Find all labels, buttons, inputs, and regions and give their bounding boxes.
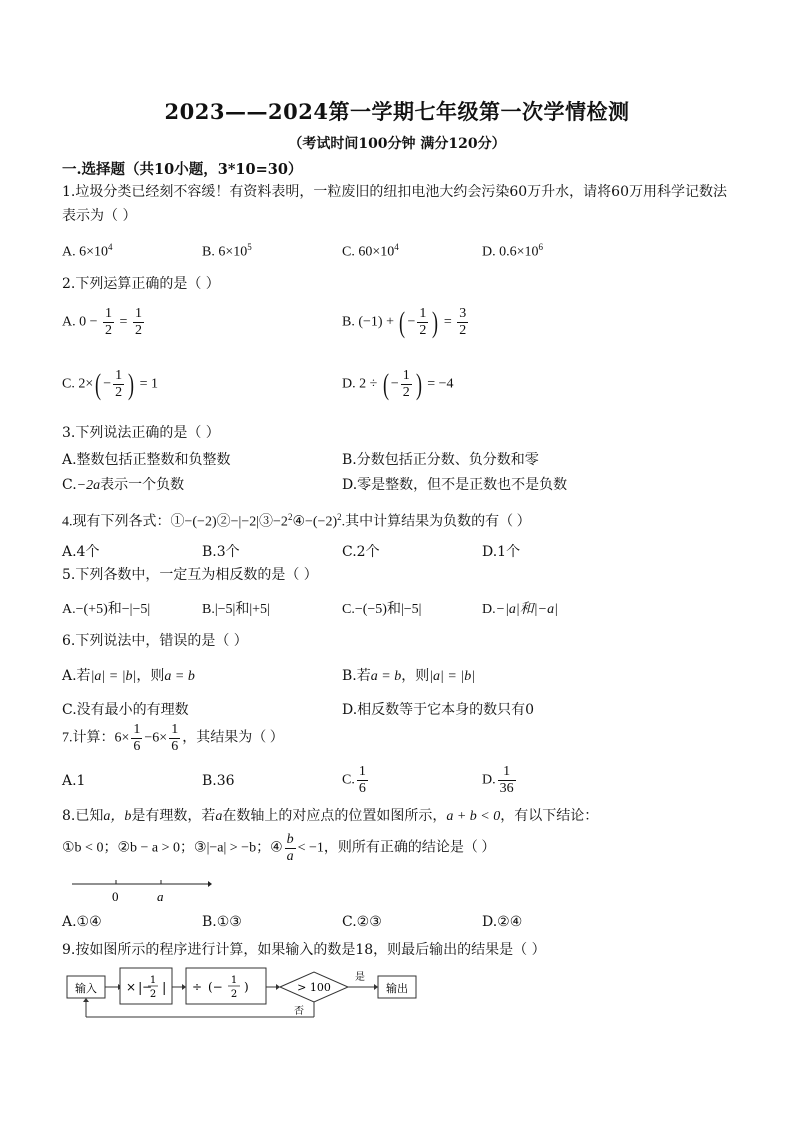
- q1-option-d[interactable]: [482, 242, 543, 261]
- exam-info: （考试时间100分钟 满分120分）: [288, 136, 506, 152]
- option-label: A.: [62, 244, 76, 260]
- q4-option-d[interactable]: D.1个: [482, 544, 521, 560]
- q1-text-line1: 1.垃圾分类已经刻不容缓！有资料表明，一粒废旧的纽扣电池大约会污染60万升水，请将60万用科学记数法: [62, 184, 727, 200]
- yes-label: 是: [355, 972, 365, 983]
- q4-suffix: .其中计算结果为负数的有（ ）: [341, 514, 531, 530]
- option-label: C.: [62, 477, 77, 493]
- expr-2: ②−|−2|: [216, 514, 260, 530]
- fraction: $\frac{1}{2}$: [419, 306, 427, 338]
- option-exponent: 5: [247, 242, 252, 252]
- option-label: D.: [342, 376, 356, 392]
- frac-num: 1: [230, 975, 238, 986]
- q1-option-c[interactable]: [342, 242, 399, 261]
- q3-option-a[interactable]: A.整数包括正整数和负整数: [62, 452, 231, 468]
- decision-label: > 100: [297, 981, 331, 994]
- q7-option-c[interactable]: C. $\frac{1}{6}$: [342, 764, 366, 796]
- q4-option-a[interactable]: A.4个: [62, 544, 100, 560]
- option-label: A.: [62, 314, 76, 330]
- q4-option-c[interactable]: C.2个: [342, 544, 380, 560]
- q2-option-a[interactable]: A. 0 − $\frac{1}{2}$ = $\frac{1}{2}$: [62, 306, 142, 338]
- option-text: 表示一个负数: [100, 477, 185, 493]
- option-label: B.: [342, 314, 355, 330]
- frac-den: 2: [149, 989, 157, 1000]
- q8-option-a[interactable]: A.①④: [62, 914, 102, 930]
- q7-option-a[interactable]: A.1: [62, 773, 86, 789]
- q5-option-b[interactable]: B.|−5|和|+5|: [202, 602, 270, 617]
- q8-text-line1: 8.已知a，b是有理数，若a在数轴上的对应点的位置如图所示，a + b < 0，有以下结论：: [62, 808, 599, 824]
- frac-num: 1: [149, 975, 157, 986]
- q5-option-d[interactable]: D.−|a|和|−a|: [482, 602, 558, 617]
- option-label: D.: [482, 244, 496, 260]
- q7-text: 7.计算：6× $\frac{1}{6}$ −6× $\frac{1}{6}$ ，其结果为（ ）: [62, 722, 284, 754]
- q2-option-c[interactable]: C. 2×( − $\frac{1}{2}$ ) = 1: [62, 367, 159, 401]
- q5-option-c[interactable]: C.−(−5)和|−5|: [342, 602, 422, 617]
- option-label: C.: [342, 244, 355, 260]
- page-title: 2023——2024第一学期七年级第一次学情检测: [164, 99, 630, 124]
- fraction: $\frac{1}{2}$: [105, 306, 113, 338]
- q1-text-line2: 表示为（ ）: [62, 208, 137, 224]
- q1-option-a[interactable]: [62, 242, 113, 261]
- q8-text-line2: ①b < 0；②b − a > 0；③|−a| > −b；④ $\frac{b}{a}$ < −1，则所有正确的结论是（ ）: [62, 832, 496, 864]
- option-base: 60×10: [358, 244, 395, 260]
- fraction: $\frac{1}{2}$: [402, 368, 410, 400]
- q3-option-c[interactable]: [62, 474, 184, 494]
- q4-text: 4.现有下列各式：$①-(-2)②-|-2|③-2^2④-(-2)^2$.其中计算结果为负数的有（ ）: [62, 512, 531, 530]
- q3-option-b[interactable]: B.分数包括正分数、负分数和零: [342, 452, 539, 468]
- paren-right: |: [162, 981, 167, 996]
- q8-option-b[interactable]: B.①③: [202, 914, 242, 930]
- q6-option-a[interactable]: A.若|a| = |b|，则a = b: [62, 668, 195, 684]
- q5-text: 5.下列各数中，一定互为相反数的是（ ）: [62, 567, 318, 583]
- q8-option-c[interactable]: C.②③: [342, 914, 382, 930]
- q4-option-b[interactable]: B.3个: [202, 544, 240, 560]
- option-label: B.: [202, 244, 215, 260]
- q7-option-b[interactable]: B.36: [202, 773, 235, 789]
- q3-option-d[interactable]: D.零是整数，但不是正数也不是负数: [342, 477, 568, 493]
- expr-4: ④−(−2): [292, 514, 338, 530]
- output-label: 输出: [386, 982, 408, 995]
- multiply-sign: ×: [126, 980, 137, 994]
- q5-option-a[interactable]: A.−(+5)和−|−5|: [62, 602, 151, 617]
- option-exponent: 4: [108, 242, 113, 252]
- q4-prefix: 4.现有下列各式：: [62, 514, 171, 530]
- option-base: 0.6×10: [499, 244, 539, 260]
- q6-option-d[interactable]: D.相反数等于它本身的数只有0: [342, 702, 535, 718]
- expr-3: ③−2: [259, 514, 288, 530]
- frac-den: 2: [230, 989, 238, 1000]
- option-base: 6×10: [218, 244, 248, 260]
- label-a: a: [157, 889, 164, 904]
- option-base: 6×10: [79, 244, 109, 260]
- minus-sign: −: [142, 980, 153, 994]
- q2-option-d[interactable]: D. 2 ÷ ( − $\frac{1}{2}$ ) = −4: [342, 367, 454, 401]
- number-line-figure: [72, 868, 212, 904]
- minus-sign: (−: [208, 980, 223, 994]
- option-exponent: 6: [538, 242, 544, 252]
- math-expr: −2a: [76, 478, 101, 493]
- option-label: C.: [62, 376, 75, 392]
- q9-text: 9.按如图所示的程序进行计算，如果输入的数是18，则最后输出的结果是（ ）: [62, 942, 546, 958]
- arrow-icon: [374, 984, 378, 990]
- no-label: 否: [294, 1006, 304, 1017]
- label-zero: 0: [112, 889, 119, 904]
- paren-right: ): [244, 980, 249, 994]
- arrow-icon: [182, 984, 186, 990]
- arrow-icon: [208, 881, 212, 887]
- arrow-icon: [83, 998, 89, 1002]
- fraction: $\frac{1}{2}$: [115, 368, 123, 400]
- fraction: $\frac{1}{2}$: [134, 306, 142, 338]
- q6-option-c[interactable]: C.没有最小的有理数: [62, 702, 189, 718]
- q7-option-d[interactable]: D. $\frac{1}{36}$: [482, 764, 514, 796]
- q2-option-b[interactable]: B. (−1) + ( − $\frac{1}{2}$ ) = $\frac{3}{2}$: [342, 305, 467, 339]
- input-label: 输入: [75, 982, 97, 995]
- q3-text: 3.下列说法正确的是（ ）: [62, 425, 220, 441]
- paren-left: |: [138, 981, 143, 996]
- section-title: 一.选择题（共10小题，3*10=30）: [62, 161, 303, 178]
- fraction: $\frac{3}{2}$: [459, 306, 467, 338]
- expr-1: ①−(−2): [170, 514, 217, 530]
- flowchart: [62, 962, 422, 1024]
- q8-option-d[interactable]: D.②④: [482, 914, 523, 930]
- q6-option-b[interactable]: B.若a = b，则|a| = |b|: [342, 668, 476, 684]
- q6-text: 6.下列说法中，错误的是（ ）: [62, 633, 248, 649]
- q2-text: 2.下列运算正确的是（ ）: [62, 276, 220, 292]
- q1-option-b[interactable]: [202, 242, 252, 261]
- option-exponent: 4: [394, 242, 399, 252]
- divide-sign: ÷: [192, 980, 203, 994]
